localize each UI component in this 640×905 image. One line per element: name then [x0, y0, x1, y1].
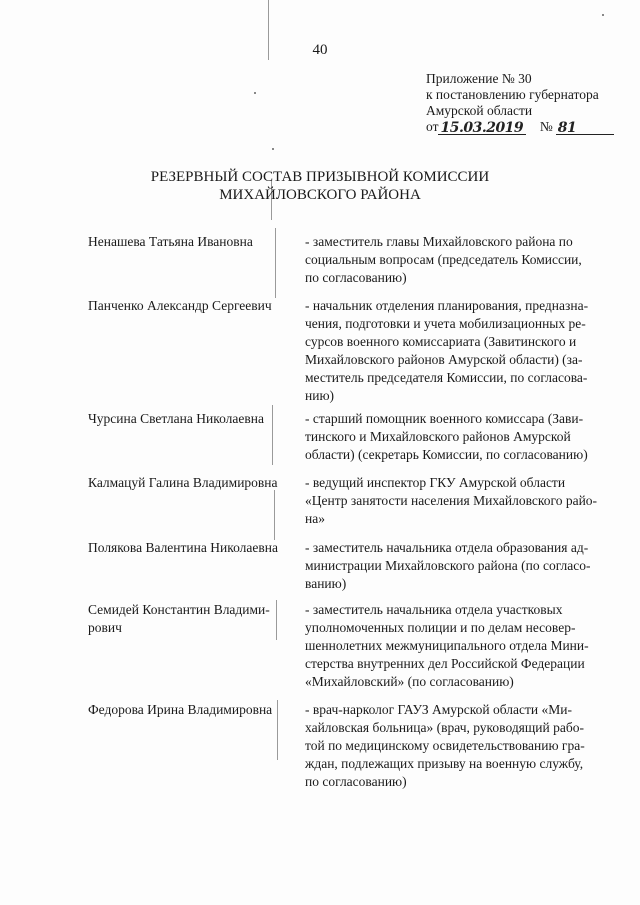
- member-role: - заместитель начальника отдела участковых уполномоченных полиции и по делам несовер- шеннолетних межмуниципального отдела Мини- стерства внутренних дел Российской Федерации «Михайловский» (по согласованию): [305, 602, 589, 689]
- member-name: Семидей Константин Владими- рович: [88, 602, 270, 635]
- member-role: - заместитель начальника отдела образования ад- министрации Михайловского района (по согласо- ванию): [305, 540, 591, 591]
- appendix-line: Приложение № 30: [426, 71, 532, 86]
- date-prefix: от: [426, 119, 439, 134]
- member-name: Полякова Валентина Николаевна: [88, 540, 278, 555]
- appendix-line: к постановлению губернатора: [426, 87, 599, 102]
- member-role: - врач-нарколог ГАУЗ Амурской области «Ми- хайловская больница» (врач, руководящий рабо- той по медицинскому освидетельствованию гра- ждан, подлежащих призыву на военную службу, по согласованию): [305, 702, 585, 789]
- member-role: - начальник отделения планирования, предназна- чения, подготовки и учета мобилизационных ре- сурсов военного комиссариата (Завитинского и Михайловского районов Амурской области) (за- меститель председателя Комиссии, по согласова- нию): [305, 298, 589, 403]
- handwritten-number: 81: [557, 120, 577, 136]
- title-line: МИХАЙЛОВСКОГО РАЙОНА: [219, 187, 421, 203]
- handwritten-date: 15.03.2019: [440, 120, 524, 136]
- page-number: 40: [312, 42, 328, 58]
- member-role: - старший помощник военного комиссара (Зави- тинского и Михайловского районов Амурской области) (секретарь Комиссии, по согласованию): [305, 411, 588, 462]
- member-name: Панченко Александр Сергеевич: [88, 298, 272, 313]
- member-name: Калмацуй Галина Владимировна: [88, 475, 278, 490]
- member-name: Ненашева Татьяна Ивановна: [88, 234, 253, 249]
- appendix-line: Амурской области: [426, 103, 533, 118]
- number-prefix: №: [539, 119, 553, 134]
- scan-fold-line: [274, 490, 275, 540]
- scan-speck: [272, 148, 274, 150]
- document-title: [0, 168, 640, 204]
- scan-speck: [254, 92, 256, 94]
- member-role: - ведущий инспектор ГКУ Амурской области «Центр занятости населения Михайловского райо- на»: [305, 475, 598, 526]
- scan-speck: [602, 14, 604, 16]
- member-role: - заместитель главы Михайловского района по социальным вопросам (председатель Комиссии, по согласованию): [305, 234, 582, 285]
- number-field: [556, 119, 614, 135]
- member-name: Чурсина Светлана Николаевна: [88, 411, 264, 426]
- member-name: Федорова Ирина Владимировна: [88, 702, 273, 717]
- date-field: [438, 119, 526, 135]
- title-line: РЕЗЕРВНЫЙ СОСТАВ ПРИЗЫВНОЙ КОМИССИИ: [150, 169, 490, 185]
- appendix-date-line: [426, 119, 626, 135]
- appendix-block: [426, 71, 626, 135]
